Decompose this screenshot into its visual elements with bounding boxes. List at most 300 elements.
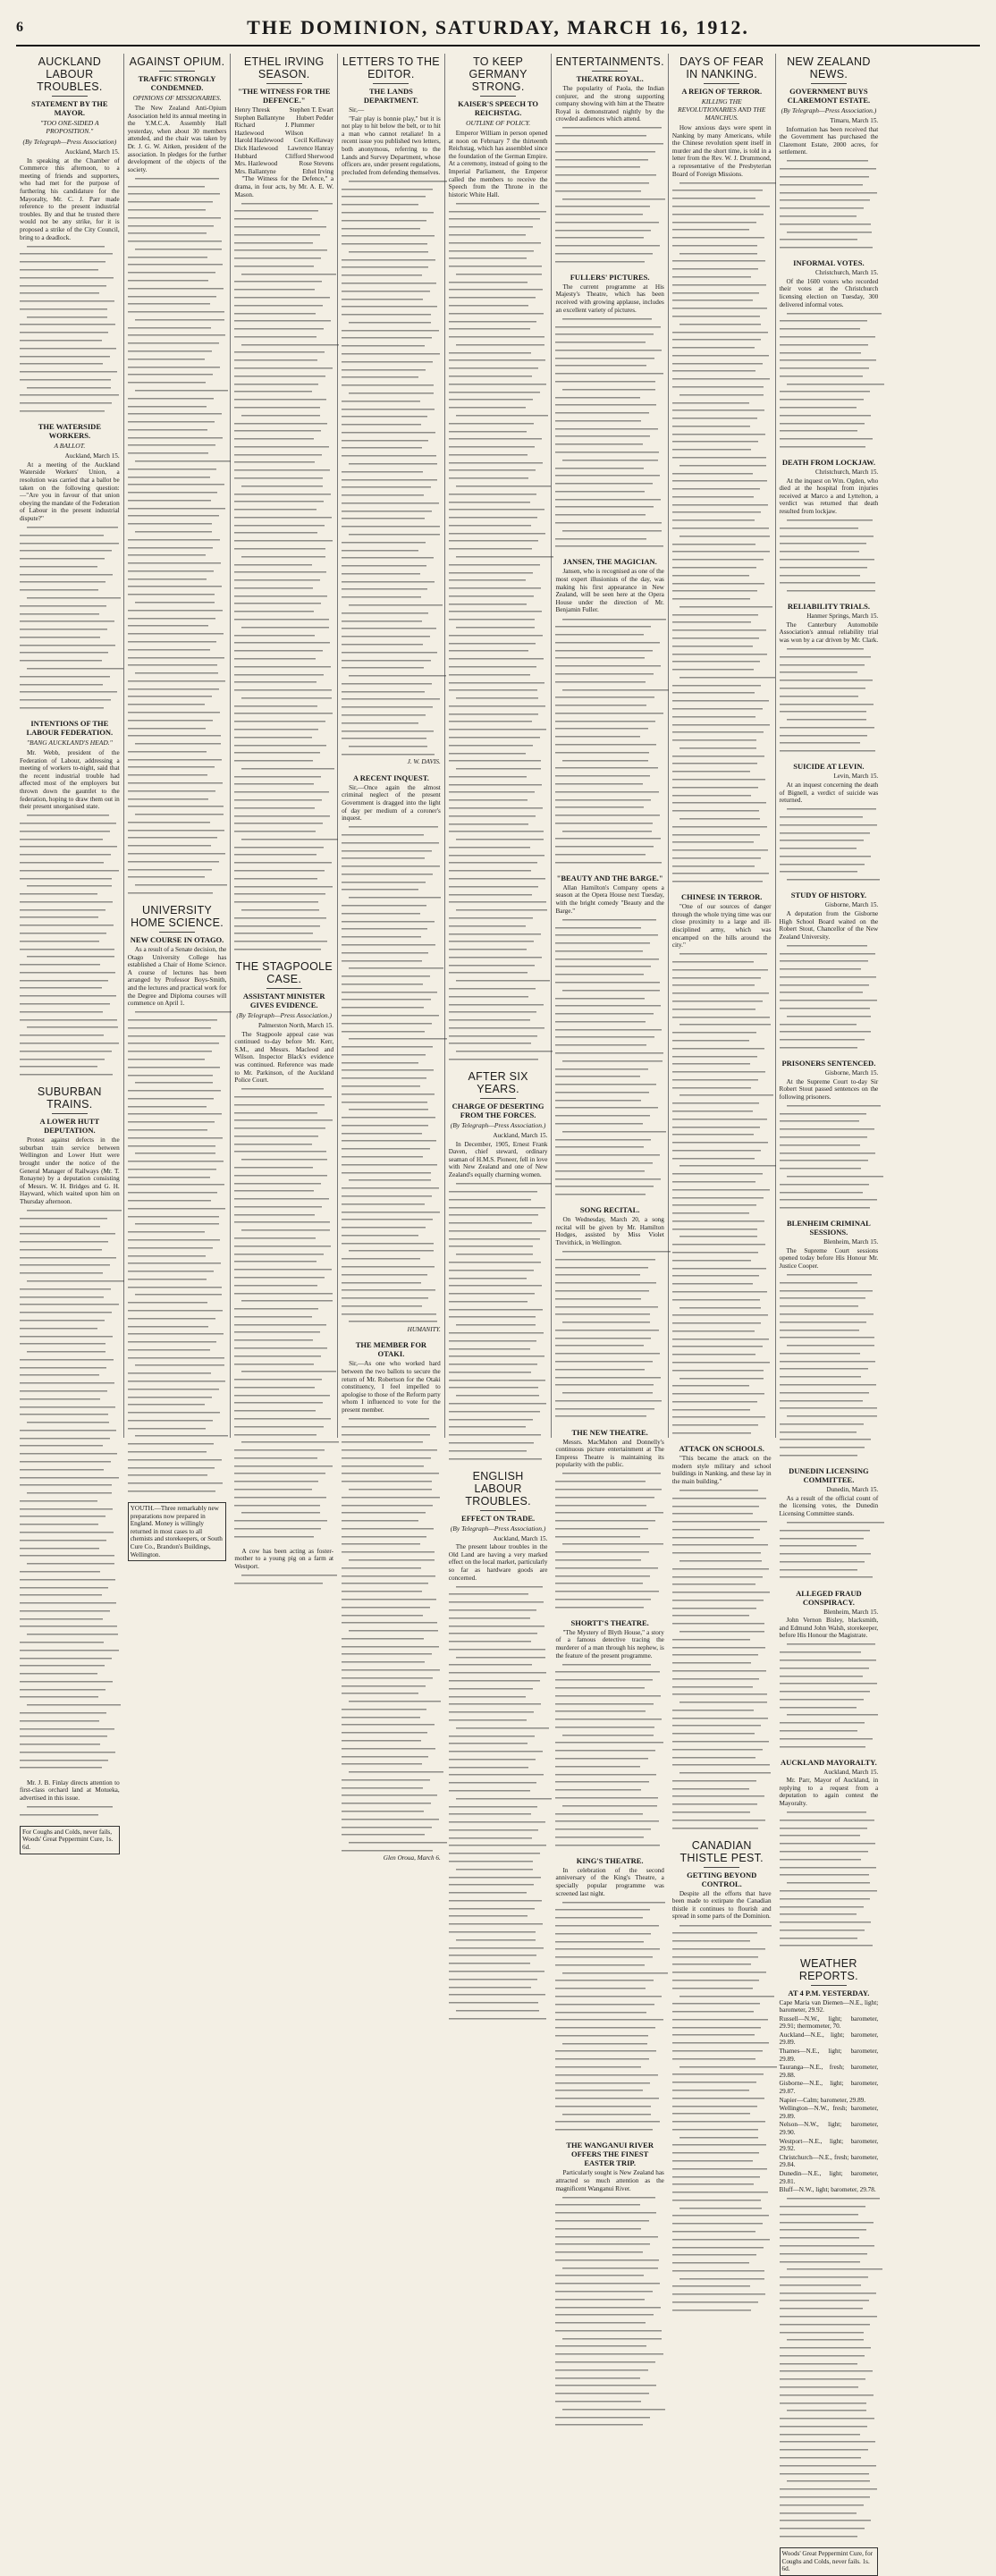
dateline: Palmerston North, March 15. [258, 1021, 334, 1029]
text-line [780, 997, 878, 1005]
press-credit: (By Telegraph—Press Association.) [450, 1121, 546, 1130]
text-line [128, 1236, 220, 1244]
text-line [780, 1550, 872, 1558]
text-line [20, 1016, 117, 1024]
text-line [555, 2366, 647, 2374]
headline: AUCKLAND LABOUR TROUBLES. [37, 55, 103, 93]
text-line [449, 969, 528, 977]
text-line [241, 199, 333, 207]
text-line [128, 277, 209, 285]
text-line [234, 1132, 318, 1140]
text-line [449, 1591, 529, 1599]
text-line [20, 400, 112, 408]
text-line [672, 2189, 768, 2197]
text-line [555, 2351, 663, 2359]
text-line [449, 1204, 545, 1212]
text-line [780, 1349, 861, 1357]
text-line [20, 1607, 110, 1615]
text-line [128, 1071, 213, 1079]
text-line [342, 1815, 438, 1823]
text-line [679, 1374, 764, 1382]
text-line [20, 392, 119, 400]
text-line [20, 321, 115, 329]
text-line [555, 2413, 650, 2421]
text-line [449, 1811, 531, 1819]
text-line [234, 914, 326, 922]
text-line [449, 1032, 538, 1040]
newspaper-columns [16, 54, 980, 2573]
text-line [128, 1472, 208, 1480]
text-line [780, 1141, 861, 1149]
text-line [555, 947, 642, 955]
text-line [449, 585, 541, 593]
text-line [672, 2299, 758, 2307]
text-line [555, 2303, 661, 2311]
text-line [555, 843, 653, 851]
text-line [349, 672, 445, 680]
text-line [234, 647, 323, 655]
text-line [672, 823, 767, 831]
text-line [780, 731, 868, 739]
text-line [20, 1356, 114, 1364]
text-line [20, 704, 104, 712]
headline-rule [480, 1098, 516, 1099]
text-line [780, 1735, 873, 1743]
text-line [342, 1705, 426, 1713]
text-line [780, 1334, 874, 1342]
text-line [128, 222, 214, 230]
text-line [128, 1401, 205, 1409]
text-line [128, 1306, 223, 1314]
text-line [234, 1211, 315, 1219]
text-line [234, 506, 317, 514]
text-line [20, 1222, 100, 1230]
text-line [20, 602, 106, 610]
text-line [672, 1969, 766, 1977]
text-line [780, 2226, 866, 2234]
text-line [234, 1321, 326, 1329]
cast-actor: Hubert Pedder [296, 114, 334, 122]
subheadline: KAISER'S SPEECH TO REICHSTAG. [458, 99, 539, 117]
text-line [20, 1741, 100, 1749]
text-line [20, 1575, 115, 1584]
text-line [449, 1187, 538, 1195]
text-line [672, 1178, 755, 1187]
text-line [555, 1549, 648, 1557]
text-line [449, 514, 538, 522]
text-line [787, 1518, 885, 1526]
text-line [342, 366, 426, 374]
text-line [555, 638, 660, 646]
text-line [780, 677, 873, 685]
text-line [672, 1494, 766, 1502]
article-body: John Vernon Bisley, blacksmith, and Edmund John Walsh, storekeeper, before His Honour the Magistrate. [779, 1617, 879, 1640]
text-line [449, 600, 527, 608]
text-line [672, 258, 765, 266]
text-line [135, 386, 228, 394]
text-line [672, 1984, 753, 1992]
text-line [555, 1533, 640, 1541]
text-line [20, 376, 111, 384]
text-line [449, 930, 541, 938]
text-line [780, 1824, 868, 1832]
headline-rule [159, 71, 195, 72]
text-line [342, 492, 424, 500]
text-line [449, 545, 532, 553]
text-line [555, 702, 646, 710]
text-line [342, 1753, 428, 1761]
text-line [20, 1748, 115, 1756]
text-line [128, 394, 214, 402]
cast-role: Stephen Ballantyne [234, 114, 285, 122]
text-line [780, 958, 869, 966]
text-line [342, 1784, 423, 1792]
text-line [672, 1139, 768, 1147]
headline: NEW ZEALAND NEWS. [787, 55, 871, 80]
text-line [349, 531, 440, 539]
cast-row [234, 106, 333, 114]
text-line [449, 1779, 537, 1787]
text-line [342, 586, 427, 594]
text-line [555, 1739, 663, 1747]
text-line [20, 898, 113, 906]
text-line [456, 1583, 543, 1591]
text-line [342, 1713, 419, 1721]
text-line [555, 503, 653, 511]
text-line [128, 1283, 222, 1291]
text-line [449, 1677, 540, 1685]
text-line [555, 425, 657, 433]
text-line [780, 1326, 860, 1334]
text-line [234, 1423, 324, 1431]
text-line [555, 242, 660, 250]
text-line [780, 2344, 872, 2352]
text-line [780, 2242, 874, 2250]
text-line [128, 591, 215, 599]
text-line [555, 2087, 642, 2095]
text-line [780, 365, 870, 373]
text-line [679, 461, 766, 469]
text-line [672, 2212, 769, 2220]
text-line [349, 823, 438, 832]
text-line [555, 1295, 641, 1303]
text-line [342, 1310, 436, 1318]
text-line [555, 748, 648, 756]
subheadline: THE WATERSIDE WORKERS. [38, 422, 101, 441]
text-line [672, 611, 758, 619]
text-line [128, 747, 207, 756]
text-line [234, 733, 311, 741]
subheadline: ATTACK ON SCHOOLS. [679, 1444, 764, 1454]
text-line [349, 1035, 447, 1043]
text-line [780, 173, 870, 182]
subheadline: RELIABILITY TRIALS. [787, 602, 870, 612]
text-line [672, 2110, 750, 2118]
text-line [449, 451, 528, 459]
text-line [20, 835, 103, 843]
text-line [128, 1119, 215, 1127]
text-line [20, 1063, 97, 1071]
text-line [128, 198, 213, 207]
text-line [234, 1289, 333, 1297]
text-line [679, 1092, 773, 1100]
text-line [787, 157, 869, 165]
text-line [349, 1557, 435, 1565]
column-4 [337, 54, 444, 1862]
text-line [672, 446, 752, 454]
text-line [128, 756, 222, 764]
text-line [449, 1858, 533, 1866]
text-line [449, 1243, 533, 1251]
text-line [555, 733, 640, 741]
text-line [342, 1059, 418, 1067]
text-line [342, 1192, 432, 1200]
text-line [780, 2281, 862, 2289]
text-line [555, 1002, 661, 1010]
text-line [780, 1574, 873, 1582]
text-line [342, 957, 422, 965]
text-line [20, 1262, 110, 1270]
text-line [679, 1628, 764, 1636]
text-line [780, 1688, 871, 1696]
text-line [780, 692, 859, 700]
text-line [672, 274, 752, 282]
text-line [128, 575, 207, 583]
text-line [672, 1390, 764, 1398]
text-line [555, 1954, 652, 1962]
text-line [780, 1719, 865, 1727]
text-line [672, 1525, 761, 1533]
text-line [342, 523, 440, 531]
text-line [672, 477, 767, 486]
text-line [672, 579, 764, 587]
text-line [20, 1670, 97, 1678]
text-line [20, 945, 114, 953]
text-line [27, 1490, 112, 1498]
text-line [342, 554, 434, 562]
text-line [342, 1011, 438, 1019]
text-line [128, 465, 217, 473]
text-line [342, 303, 437, 311]
text-line [135, 740, 221, 748]
text-line [128, 560, 221, 568]
text-line [780, 220, 872, 228]
text-line [780, 966, 862, 974]
text-line [128, 567, 214, 575]
text-line [449, 506, 544, 514]
text-line [128, 1134, 223, 1142]
text-line [555, 339, 646, 347]
text-line [672, 854, 762, 862]
text-line [342, 1690, 418, 1698]
text-line [449, 1826, 539, 1834]
text-line [342, 1643, 438, 1651]
text-line [672, 1945, 765, 1953]
text-line [342, 1083, 419, 1091]
text-line [20, 1497, 97, 1505]
text-line [672, 1737, 769, 1745]
text-line [20, 688, 117, 697]
text-line [780, 372, 863, 380]
text-line [672, 737, 756, 745]
text-line [672, 1013, 771, 1021]
text-line [555, 678, 646, 686]
text-line [449, 1614, 530, 1622]
text-line [27, 384, 111, 392]
text-line [128, 857, 219, 866]
article [780, 458, 879, 595]
text-line [449, 1353, 544, 1361]
text-line [679, 1162, 776, 1170]
text-line [672, 493, 754, 501]
text-line [555, 1501, 646, 1509]
text-line [128, 583, 222, 591]
text-line [234, 255, 320, 263]
text-line [672, 2048, 763, 2056]
article [780, 1059, 879, 1212]
text-line [672, 595, 750, 604]
text-line [20, 1536, 106, 1544]
dateline: Timaru, March 15. [830, 117, 879, 124]
subheadline: STATEMENT BY THE MAYOR. [31, 99, 108, 117]
text-line [449, 435, 542, 443]
text-line [20, 1482, 112, 1490]
text-line [20, 282, 106, 290]
text-line [780, 2312, 878, 2320]
text-line [128, 190, 220, 198]
text-line [20, 1638, 104, 1646]
text-line [780, 845, 857, 853]
text-line [672, 2243, 764, 2251]
article [780, 1219, 879, 1459]
text-line [20, 1623, 117, 1631]
column-7 [668, 54, 775, 1921]
text-line [342, 1666, 440, 1674]
text-line [555, 495, 661, 503]
text-line [672, 2023, 762, 2031]
text-line [20, 984, 102, 992]
text-line [787, 1271, 872, 1280]
text-line [555, 623, 651, 631]
press-credit: (By Telegraph—Press Association.) [781, 106, 877, 114]
text-line [780, 2532, 857, 2540]
text-line [342, 216, 426, 224]
text-line [128, 1252, 206, 1260]
text-line [780, 950, 875, 958]
text-line [342, 1431, 430, 1439]
text-line [449, 1439, 534, 1447]
article-body: Messrs. MacMahon and Donnelly's continuous picture entertainment at The Empress Theatre is maintaining its popularity with the public. [555, 1438, 664, 1469]
text-line [234, 365, 333, 373]
text-line [672, 650, 767, 658]
text-line [672, 1573, 763, 1581]
cast-row [234, 137, 333, 145]
article-body: Mr. Parr, Mayor of Auckland, in replying to a request from a deputation to again contest the Mayoralty. [779, 1777, 879, 1808]
article [20, 422, 120, 712]
headline: TO KEEP GERMANY STRONG. [468, 55, 528, 93]
text-line [20, 1654, 112, 1662]
text-line [241, 341, 338, 349]
text-line [27, 1702, 121, 1710]
article-body: How anxious days were spent in Nanking by many Americans, while the Chinese revolution spent itself in murder and the short time, is told in a letter from the Rev. W. J. Drummond, a representative of the Presbyterian Board of Foreign Missions. [671, 124, 772, 178]
text-line [349, 1627, 438, 1635]
text-line [672, 1533, 754, 1541]
text-line [342, 902, 426, 910]
text-line [555, 187, 641, 195]
text-line [241, 694, 332, 702]
text-line [20, 610, 99, 618]
text-line [20, 672, 110, 680]
text-line [20, 1055, 105, 1063]
text-line [555, 354, 654, 362]
text-line [780, 236, 857, 244]
text-line [20, 1032, 104, 1040]
text-line [555, 1708, 646, 1716]
text-line [672, 1541, 768, 1550]
text-line [672, 1115, 767, 1123]
cast-row [234, 114, 333, 122]
text-line [234, 1101, 325, 1109]
text-line [128, 826, 224, 834]
text-line [128, 1127, 208, 1135]
text-line [234, 1454, 317, 1462]
text-line [555, 1493, 654, 1501]
text-line [672, 1280, 753, 1288]
text-line [780, 1649, 862, 1657]
text-line [342, 538, 426, 546]
column-5 [444, 54, 552, 1582]
text-line [672, 729, 764, 737]
text-line [342, 334, 432, 342]
text-line [349, 1177, 431, 1185]
text-line [342, 1114, 435, 1122]
text-line [555, 2327, 662, 2335]
text-line [128, 536, 220, 544]
text-line [342, 507, 432, 515]
text-line [555, 1770, 656, 1778]
text-line [555, 631, 643, 639]
text-line [342, 1831, 425, 1839]
text-line [449, 616, 535, 624]
text-line [456, 1322, 536, 1330]
text-line [555, 1938, 643, 1946]
text-line [780, 1357, 875, 1365]
text-line [342, 382, 434, 390]
text-line [449, 663, 537, 671]
text-line [20, 1710, 106, 1718]
text-line [128, 1244, 213, 1252]
text-line [20, 1293, 104, 1301]
text-line [234, 1329, 319, 1337]
text-line [780, 1287, 873, 1295]
text-line [555, 2233, 657, 2241]
text-line [780, 524, 859, 532]
text-line [562, 1470, 660, 1478]
text-line [456, 553, 554, 562]
text-line [449, 1455, 542, 1463]
headline: UNIVERSITY HOME SCIENCE. [131, 904, 224, 930]
text-line [449, 647, 529, 655]
subheadline: INTENTIONS OF THE LABOUR FEDERATION. [26, 719, 114, 738]
text-line [456, 2006, 539, 2014]
text-line [780, 1832, 861, 1840]
text-line [342, 272, 422, 280]
text-line [780, 2509, 857, 2517]
subheadline: NEW COURSE IN OTAGO. [130, 935, 224, 945]
text-line [234, 820, 323, 828]
text-line [27, 313, 107, 321]
text-line [20, 641, 115, 649]
